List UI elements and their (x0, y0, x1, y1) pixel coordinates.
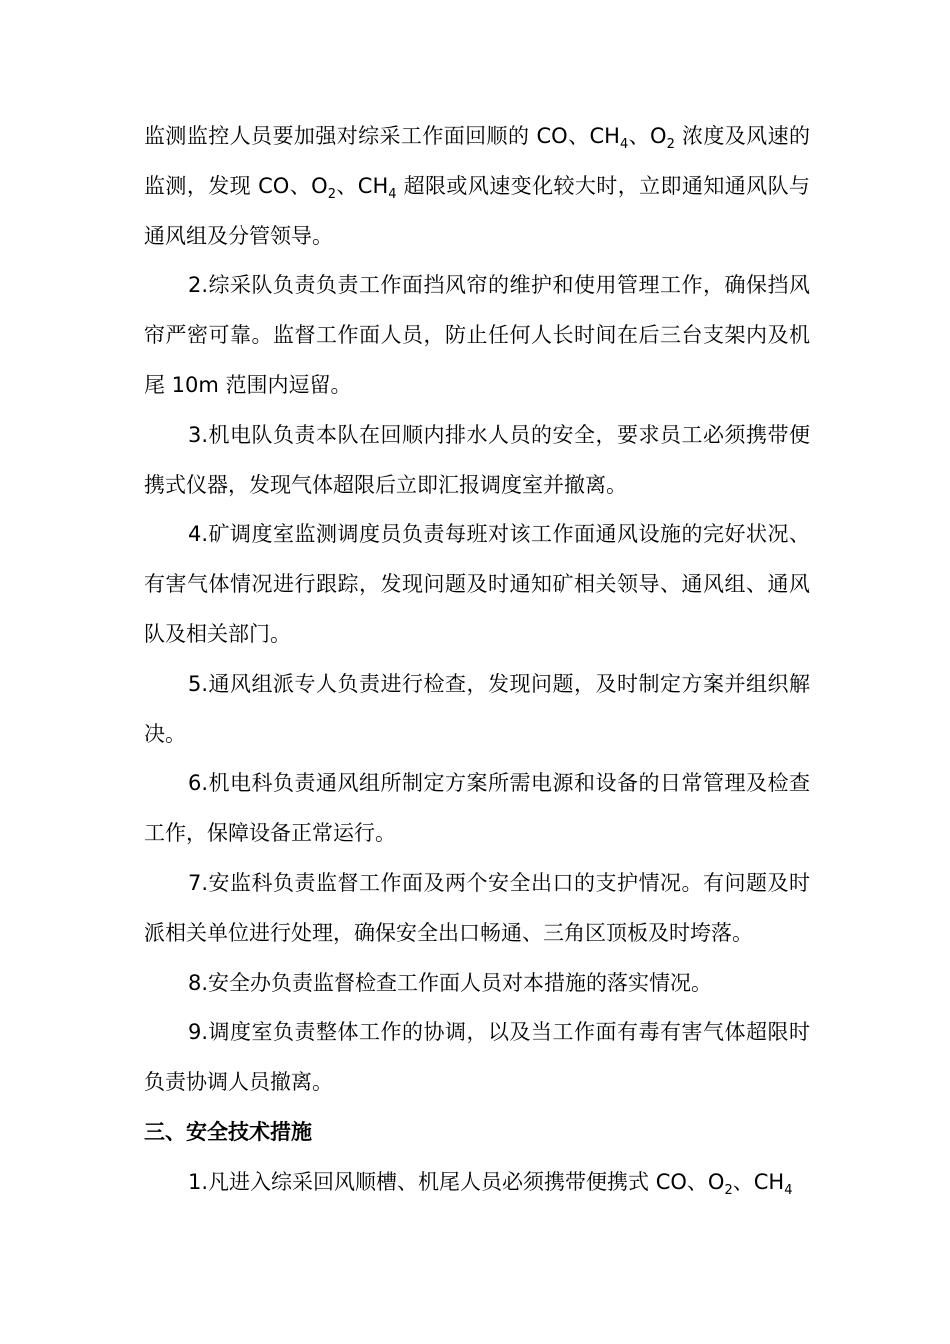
list-item-9: 9.调度室负责整体工作的协调，以及当工作面有毒有害气体超限时负责协调人员撤离。 (144, 1020, 810, 1095)
subscript: 2 (327, 186, 336, 202)
paragraph-monitoring (144, 112, 810, 261)
text-segment: 1.凡进入综采回风顺槽、机尾人员必须携带便携式 CO、O (188, 1169, 725, 1194)
text-segment: 、CH (732, 1169, 785, 1194)
text-segment: 监测监控人员要加强对综采工作面回顺的 CO、CH (144, 124, 620, 148)
text-segment: 、CH (335, 173, 389, 198)
list-item-7: 7.安监科负责监督工作面及两个安全出口的支护情况。有问题及时派相关单位进行处理，确保安全出口畅通、三角区顶板及时垮落。 (144, 870, 810, 945)
list-item-4: 4.矿调度室监测调度员负责每班对该工作面通风设施的完好状况、有害气体情况进行跟踪，发现问题及时通知矿相关领导、通风组、通风队及相关部门。 (144, 522, 810, 646)
section-heading: 三、安全技术措施 (144, 1119, 312, 1144)
subscript: 4 (784, 1182, 793, 1198)
subscript: 2 (666, 137, 675, 152)
text-segment: 浓度及风速的监测，发现 CO、O (144, 124, 810, 198)
section-list-item-1 (144, 1158, 810, 1208)
subscript: 2 (724, 1182, 733, 1198)
list-item-5: 5.通风组派专人负责进行检查，发现问题，及时制定方案并组织解决。 (144, 671, 810, 746)
subscript: 4 (388, 186, 397, 202)
list-item-8: 8.安全办负责监督检查工作面人员对本措施的落实情况。 (188, 970, 713, 995)
list-item-3: 3.机电队负责本队在回顺内排水人员的安全，要求员工必须携带便携式仪器，发现气体超限后立即汇报调度室并撤离。 (144, 422, 810, 497)
list-item-2: 2.综采队负责负责工作面挡风帘的维护和使用管理工作，确保挡风帘严密可靠。监督工作面人员，防止任何人长时间在后三台支架内及机尾 10m 范围内逗留。 (144, 273, 810, 397)
list-item-6: 6.机电科负责通风组所制定方案所需电源和设备的日常管理及检查工作，保障设备正常运行。 (144, 771, 810, 846)
subscript: 4 (619, 137, 629, 152)
text-segment: 、O (628, 124, 667, 148)
document-body (144, 112, 810, 1208)
text-segment: 超限或风速变化较大时，立即通知通风队与通风组及分管领导。 (144, 173, 810, 248)
